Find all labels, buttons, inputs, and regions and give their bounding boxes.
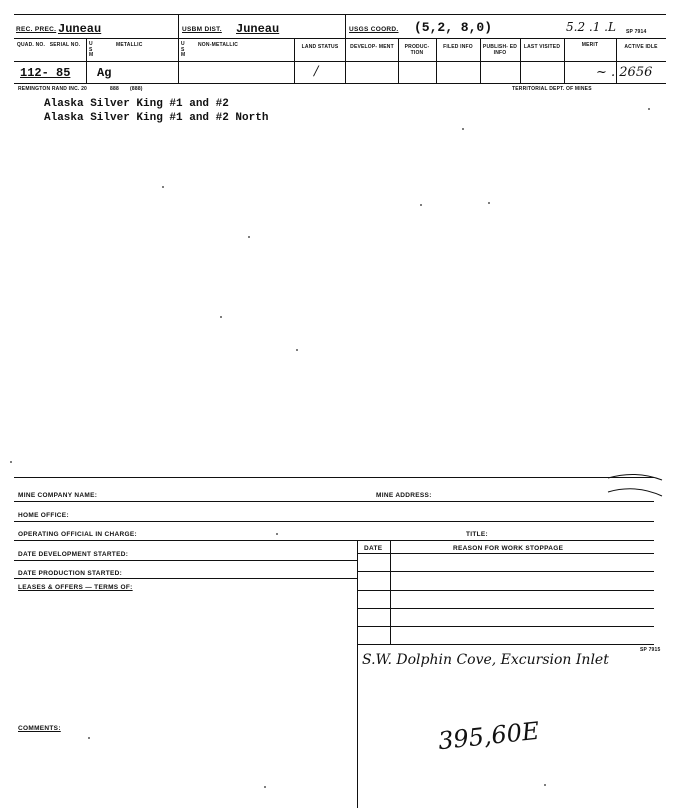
scan-speck	[462, 128, 464, 130]
scan-speck	[248, 236, 250, 238]
row-land-status: /	[314, 64, 319, 79]
scan-speck	[264, 786, 266, 788]
rec-prec-value: Juneau	[58, 22, 102, 36]
col-land-status: LAND STATUS	[301, 44, 339, 50]
row-bottom-rule	[14, 83, 666, 84]
col-production: PRODUC- TION	[404, 44, 430, 56]
corner-note: 5.2 .1 .L	[566, 20, 616, 34]
col-non-metallic: NON-METALLIC	[198, 42, 239, 48]
col-quad-no: QUAD. NO.	[16, 42, 46, 48]
col-active-idle: ACTIVE IDLE	[624, 44, 658, 50]
rule-operating-official	[14, 540, 654, 541]
col-divider	[86, 38, 87, 84]
col-metallic: METALLIC	[116, 42, 143, 48]
table-row-rule	[357, 571, 654, 572]
col-divider	[398, 38, 399, 84]
property-name-2: Alaska Silver King #1 and #2 North	[44, 112, 269, 124]
scan-speck	[420, 204, 422, 206]
row-quad-serial: 112- 85	[20, 66, 71, 80]
table-date-divider	[390, 540, 391, 644]
header-bottom-rule	[14, 38, 666, 39]
form-number: SP 7914	[626, 29, 647, 35]
scan-speck	[276, 533, 278, 535]
row-metallic: Ag	[97, 66, 112, 80]
col-usm-metallic: U S M	[89, 41, 94, 58]
col-divider	[520, 38, 521, 84]
mine-address-label: MINE ADDRESS:	[376, 492, 432, 499]
mine-company-name-label: MINE COMPANY NAME:	[18, 492, 98, 499]
date-dev-started-label: DATE DEVELOPMENT STARTED:	[18, 551, 129, 558]
department-name: TERRITORIAL DEPT. OF MINES	[512, 86, 592, 92]
date-prod-started-label: DATE PRODUCTION STARTED:	[18, 570, 123, 577]
rule-mine-company	[14, 501, 654, 502]
curled-corner	[606, 470, 666, 510]
col-divider	[294, 38, 295, 84]
scan-speck	[220, 316, 222, 318]
scan-speck	[10, 461, 12, 463]
row-merit: ~ . 2656	[596, 65, 653, 80]
header-divider-2	[345, 14, 346, 84]
home-office-label: HOME OFFICE:	[18, 512, 69, 519]
table-left-border	[357, 540, 358, 808]
table-header-rule	[357, 553, 654, 554]
col-divider	[564, 38, 565, 84]
rule-home-office	[14, 521, 654, 522]
operating-official-label: OPERATING OFFICIAL IN CHARGE:	[18, 531, 137, 538]
scan-speck	[162, 186, 164, 188]
table-row-rule	[357, 608, 654, 609]
printer-credit: REMINGTON RAND INC. 20	[18, 86, 88, 92]
leases-label: LEASES & OFFERS — TERMS OF:	[18, 584, 133, 591]
scan-speck	[488, 202, 490, 204]
usbm-dist-label: USBM DIST.	[182, 26, 222, 33]
usgs-coord-label: USGS COORD.	[349, 26, 399, 33]
printer-code-paren: (888)	[130, 86, 143, 92]
rule-date-prod	[14, 578, 357, 579]
column-header-rule	[14, 61, 666, 62]
handwritten-number: 395,60E	[436, 716, 541, 756]
col-usm-nonmetallic: U S M	[181, 41, 186, 58]
handwritten-location: S.W. Dolphin Cove, Excursion Inlet	[362, 652, 609, 668]
col-last-visited: LAST VISITED	[523, 44, 561, 50]
lower-top-rule	[14, 477, 654, 478]
col-divider	[480, 38, 481, 84]
scan-speck	[88, 737, 90, 739]
col-development: DEVELOP- MENT	[350, 44, 394, 50]
scan-speck	[296, 349, 298, 351]
usbm-dist-value: Juneau	[236, 22, 280, 36]
scan-speck	[648, 108, 650, 110]
reason-header: REASON FOR WORK STOPPAGE	[453, 545, 564, 552]
header-top-rule	[14, 14, 666, 15]
col-filed-info: FILED INFO	[443, 44, 473, 50]
col-merit: MERIT	[581, 42, 599, 48]
usgs-coord-value: (5,2, 8,0)	[414, 20, 493, 35]
table-row-rule	[357, 644, 654, 645]
printer-code: 888	[110, 86, 119, 92]
rule-date-dev	[14, 560, 357, 561]
title-label: TITLE:	[466, 531, 489, 538]
comments-label: COMMENTS:	[18, 725, 61, 732]
header-divider-1	[178, 14, 179, 84]
table-row-rule	[357, 626, 654, 627]
col-published-info: PUBLISH- ED INFO	[482, 44, 518, 56]
col-divider	[436, 38, 437, 84]
col-serial-no: SERIAL NO.	[49, 42, 81, 48]
scan-speck	[544, 784, 546, 786]
small-form-number: SP 7915	[640, 647, 661, 653]
table-row-rule	[357, 590, 654, 591]
rec-prec-label: REC. PREC.	[16, 26, 57, 33]
date-header: DATE	[364, 545, 383, 552]
property-name-1: Alaska Silver King #1 and #2	[44, 98, 229, 110]
